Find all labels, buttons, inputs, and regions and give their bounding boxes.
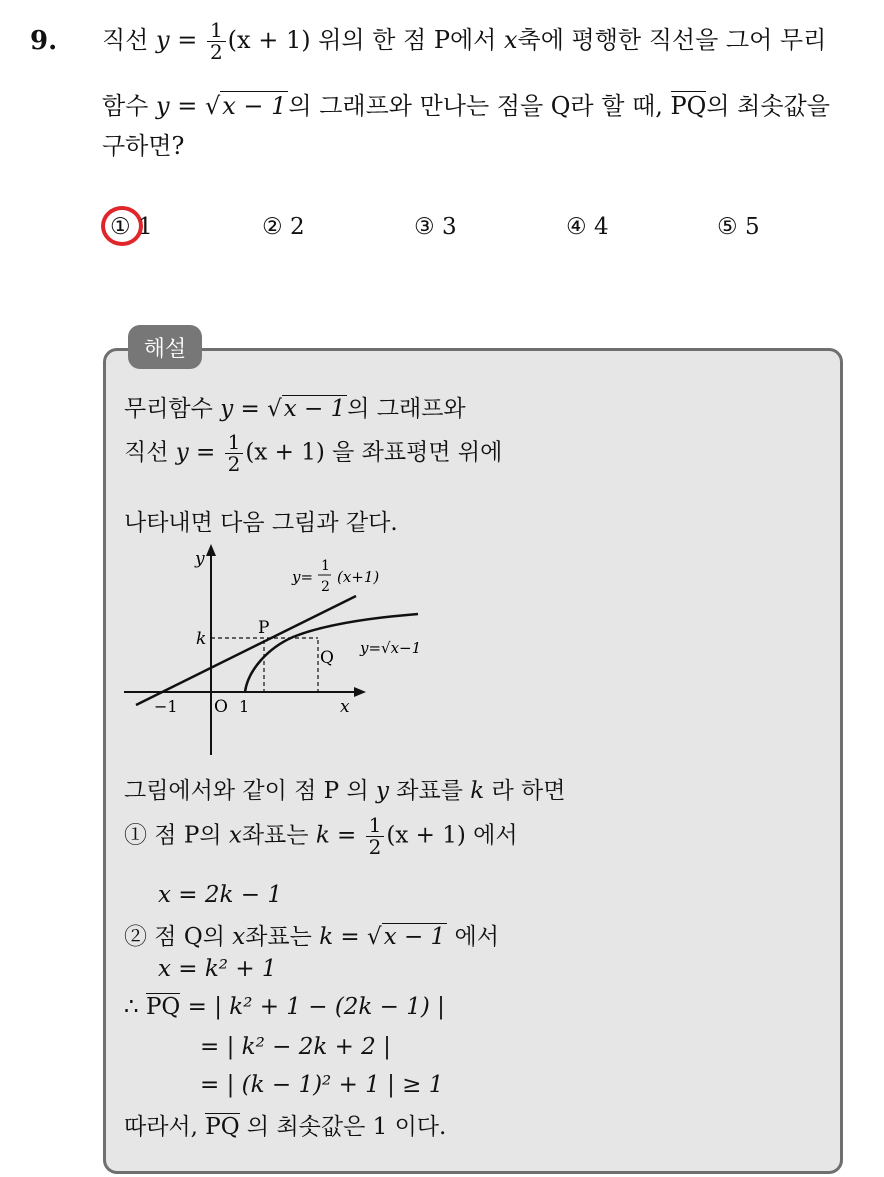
choice-value: 4 <box>593 214 609 240</box>
math-y: y = <box>220 396 260 422</box>
math-expr: = | k² + 1 − (2k − 1) | <box>180 994 445 1020</box>
question-line-3: 구하면? <box>102 132 185 160</box>
numerator: 1 <box>366 815 385 837</box>
choice-value: 2 <box>289 214 305 240</box>
question-number: 9. <box>30 26 58 56</box>
solution-line-2 <box>124 432 502 475</box>
text: 의 그래프와 만나는 점을 Q라 할 때, <box>288 92 671 120</box>
math-y: y = <box>175 439 216 466</box>
math-x: x <box>228 822 242 849</box>
denominator: 2 <box>368 835 382 859</box>
solution-line-7 <box>124 918 499 951</box>
choice-2[interactable] <box>262 214 305 240</box>
math-x: x <box>503 26 518 54</box>
solution-tag: 해설 <box>128 325 202 369</box>
question-line-2 <box>102 86 830 121</box>
fraction-half <box>225 432 244 475</box>
numerator: 1 <box>207 20 226 42</box>
sqrt-expr: √x − 1 <box>204 92 287 120</box>
text: 점 Q의 <box>147 924 233 950</box>
math-k: k <box>470 778 485 804</box>
math-x: x <box>232 924 246 950</box>
graph <box>118 540 458 760</box>
choice-value: 3 <box>441 214 457 240</box>
line-label-den: 2 <box>321 579 330 595</box>
math-expr: (x + 1) <box>227 26 311 54</box>
text: 직선 <box>102 26 156 54</box>
k-label: k <box>196 629 207 649</box>
solution-line-12 <box>124 1108 446 1141</box>
text: 함수 <box>102 92 156 120</box>
text: 직선 <box>124 439 176 466</box>
choice-3[interactable] <box>414 214 457 240</box>
solution-line-11: = | (k − 1)² + 1 | ≥ 1 <box>200 1072 444 1098</box>
minus-one-label: −1 <box>154 697 178 716</box>
math-expr: (x + 1) <box>386 822 466 849</box>
text: 따라서, <box>124 1114 206 1140</box>
solution-line-6: x = 2k − 1 <box>158 882 282 908</box>
denominator: 2 <box>227 452 241 476</box>
segment-pq: PQ <box>205 1114 240 1140</box>
question-line-1 <box>102 20 826 63</box>
solution-line-1 <box>124 390 466 423</box>
sqrt-expr: √x − 1 <box>267 396 346 422</box>
text: 의 최솟값을 <box>706 92 830 120</box>
fraction-half <box>366 815 385 858</box>
point-q-label: Q <box>320 648 334 668</box>
radicand: x − 1 <box>283 396 346 422</box>
math-y: y = <box>156 26 198 54</box>
segment-pq: PQ <box>145 994 181 1020</box>
solution-line-9 <box>124 994 445 1020</box>
line-label-num: 1 <box>321 558 330 574</box>
math-y: y = <box>156 92 198 120</box>
choice-value: 1 <box>137 214 153 240</box>
line-label-expr: (x+1) <box>337 568 380 586</box>
fraction-half <box>207 20 226 63</box>
choice-1[interactable] <box>110 214 153 240</box>
math-k: k = <box>315 822 357 849</box>
step-mark: ② <box>124 924 147 950</box>
point-p-label: P <box>258 618 270 638</box>
choice-mark: ② <box>262 214 283 240</box>
segment-pq: PQ <box>670 92 707 120</box>
text: 을 좌표평면 위에 <box>324 439 503 466</box>
solution-line-10: = | k² − 2k + 2 | <box>200 1034 391 1060</box>
text: 에서 <box>465 822 518 849</box>
choice-value: 5 <box>744 214 760 240</box>
y-axis-label: y <box>195 549 205 569</box>
solution-line-4 <box>124 772 566 805</box>
text: 좌표는 <box>241 822 316 849</box>
text: 그림에서와 같이 점 P 의 <box>124 778 376 804</box>
choice-4[interactable] <box>566 214 609 240</box>
text: 라 하면 <box>484 778 566 804</box>
step-mark: ① <box>124 822 147 849</box>
choice-mark: ⑤ <box>717 214 738 240</box>
text: 의 그래프와 <box>347 396 466 422</box>
choice-mark: ① <box>110 214 131 240</box>
curve-label: y=√x−1 <box>360 639 422 657</box>
math-k: k = <box>319 924 360 950</box>
text: 위의 한 점 P에서 <box>310 26 504 54</box>
text: 축에 평행한 직선을 그어 무리 <box>517 26 827 54</box>
therefore-symbol: ∴ <box>124 994 139 1020</box>
solution-line-3: 나타내면 다음 그림과 같다. <box>124 510 398 536</box>
text: 에서 <box>447 924 499 950</box>
denominator: 2 <box>209 40 223 64</box>
radicand: x − 1 <box>383 924 446 950</box>
choice-mark: ③ <box>414 214 435 240</box>
math-expr: (x + 1) <box>245 439 325 466</box>
y-axis-arrow-icon <box>206 544 216 556</box>
numerator: 1 <box>225 432 244 454</box>
origin-label: O <box>214 697 228 717</box>
x-axis-label: x <box>340 697 350 717</box>
text: 의 최솟값은 1 이다. <box>239 1114 447 1140</box>
text: 무리함수 <box>124 396 221 422</box>
math-y: y <box>376 778 389 804</box>
text: 좌표는 <box>245 924 320 950</box>
x-axis-arrow-icon <box>354 687 366 697</box>
line-label-prefix: y= <box>292 568 314 586</box>
solution-line-8: x = k² + 1 <box>158 956 277 982</box>
choice-5[interactable] <box>717 214 760 240</box>
text: 좌표를 <box>389 778 471 804</box>
solution-line-5 <box>124 815 518 858</box>
radicand: x − 1 <box>222 92 287 120</box>
sqrt-expr: √x − 1 <box>367 924 446 950</box>
choice-mark: ④ <box>566 214 587 240</box>
one-label: 1 <box>239 697 250 716</box>
text: 점 P의 <box>147 822 229 849</box>
